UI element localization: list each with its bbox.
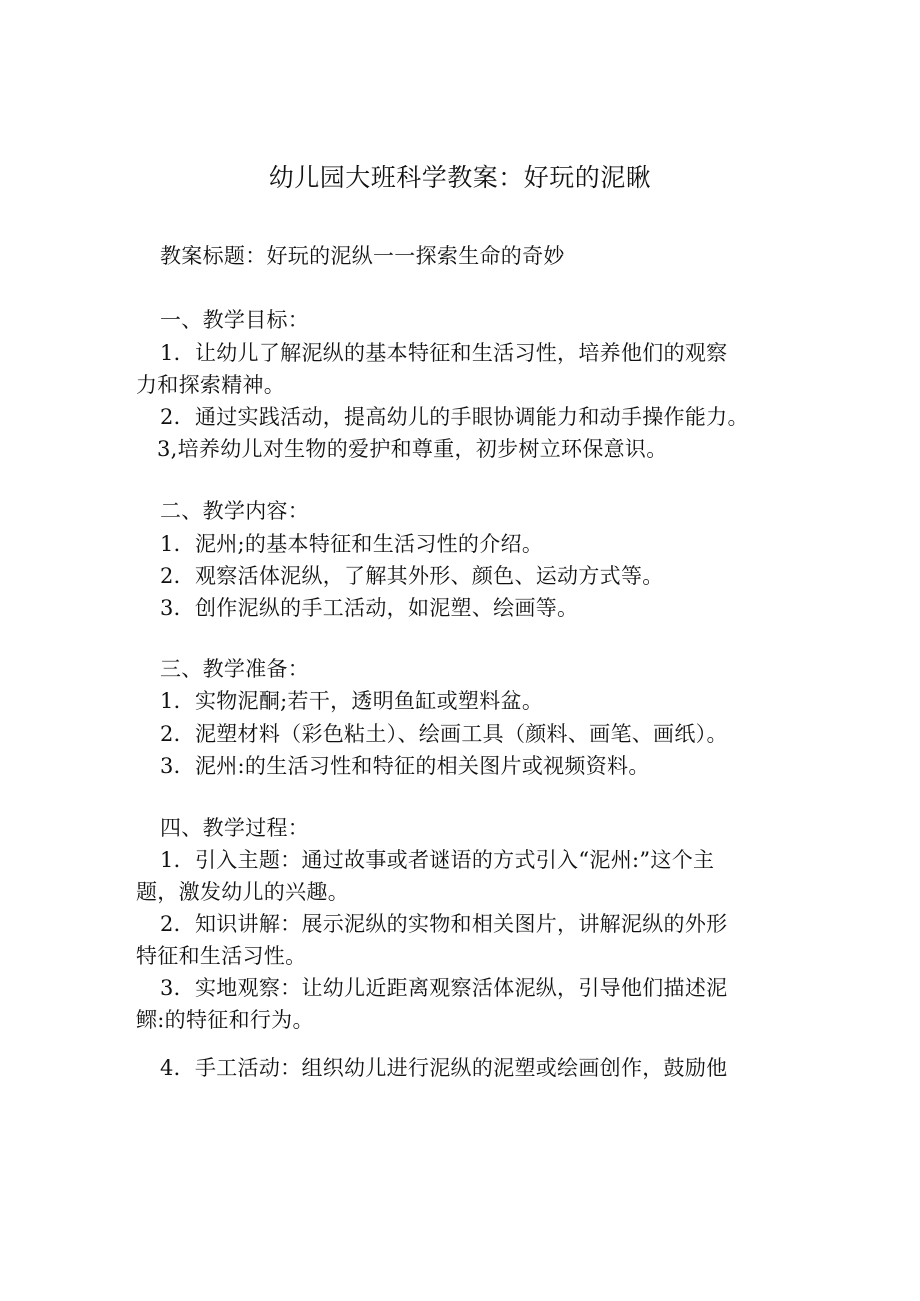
document-title: 幼儿园大班科学教案：好玩的泥瞅 bbox=[268, 163, 652, 192]
process-line-3: 3．实地观察：让幼儿近距离观察活体泥纵，引导他们描述泥 bbox=[160, 976, 728, 1000]
preparation-line-1: 1．实物泥酮;若干，透明鱼缸或塑料盆。 bbox=[160, 689, 544, 713]
process-line-3-cont: 鳏:的特征和行为。 bbox=[136, 1008, 314, 1032]
process-line-1-cont: 题，激发幼儿的兴趣。 bbox=[136, 880, 349, 904]
process-line-1: 1．引入主题：通过故事或者谜语的方式引入“泥州:”这个主 bbox=[160, 848, 715, 872]
objectives-line-2: 2．通过实践活动，提高幼儿的手眼协调能力和动手操作能力。 bbox=[160, 405, 749, 429]
preparation-line-2: 2．泥塑材料（彩色粘土）、绘画工具（颜料、画笔、画纸）。 bbox=[160, 722, 728, 746]
content-line-2: 2．观察活体泥纵，了解其外形、颜色、运动方式等。 bbox=[160, 564, 664, 588]
lesson-heading: 教案标题：好玩的泥纵一一探索生命的奇妙 bbox=[160, 244, 565, 268]
process-line-2-cont: 特征和生活习性。 bbox=[136, 944, 307, 968]
section-heading-objectives: 一、教学目标： bbox=[160, 308, 310, 332]
section-heading-process: 四、教学过程： bbox=[160, 816, 310, 840]
objectives-line-1: 1．让幼儿了解泥纵的基本特征和生活习性，培养他们的观察 bbox=[160, 341, 728, 365]
section-heading-content: 二、教学内容： bbox=[160, 499, 310, 523]
content-line-3: 3．创作泥纵的手工活动，如泥塑、绘画等。 bbox=[160, 596, 579, 620]
objectives-line-3: 3,培养幼儿对生物的爱护和尊重，初步树立环保意识。 bbox=[157, 437, 668, 461]
section-heading-preparation: 三、教学准备： bbox=[160, 657, 310, 681]
process-line-2: 2．知识讲解：展示泥纵的实物和相关图片，讲解泥纵的外形 bbox=[160, 912, 728, 936]
process-line-4: 4．手工活动：组织幼儿进行泥纵的泥塑或绘画创作，鼓励他 bbox=[160, 1056, 728, 1080]
content-line-1: 1．泥州;的基本特征和生活习性的介绍。 bbox=[160, 532, 544, 556]
preparation-line-3: 3．泥州:的生活习性和特征的相关图片或视频资料。 bbox=[160, 754, 650, 778]
objectives-line-1-cont: 力和探索精神。 bbox=[136, 373, 286, 397]
